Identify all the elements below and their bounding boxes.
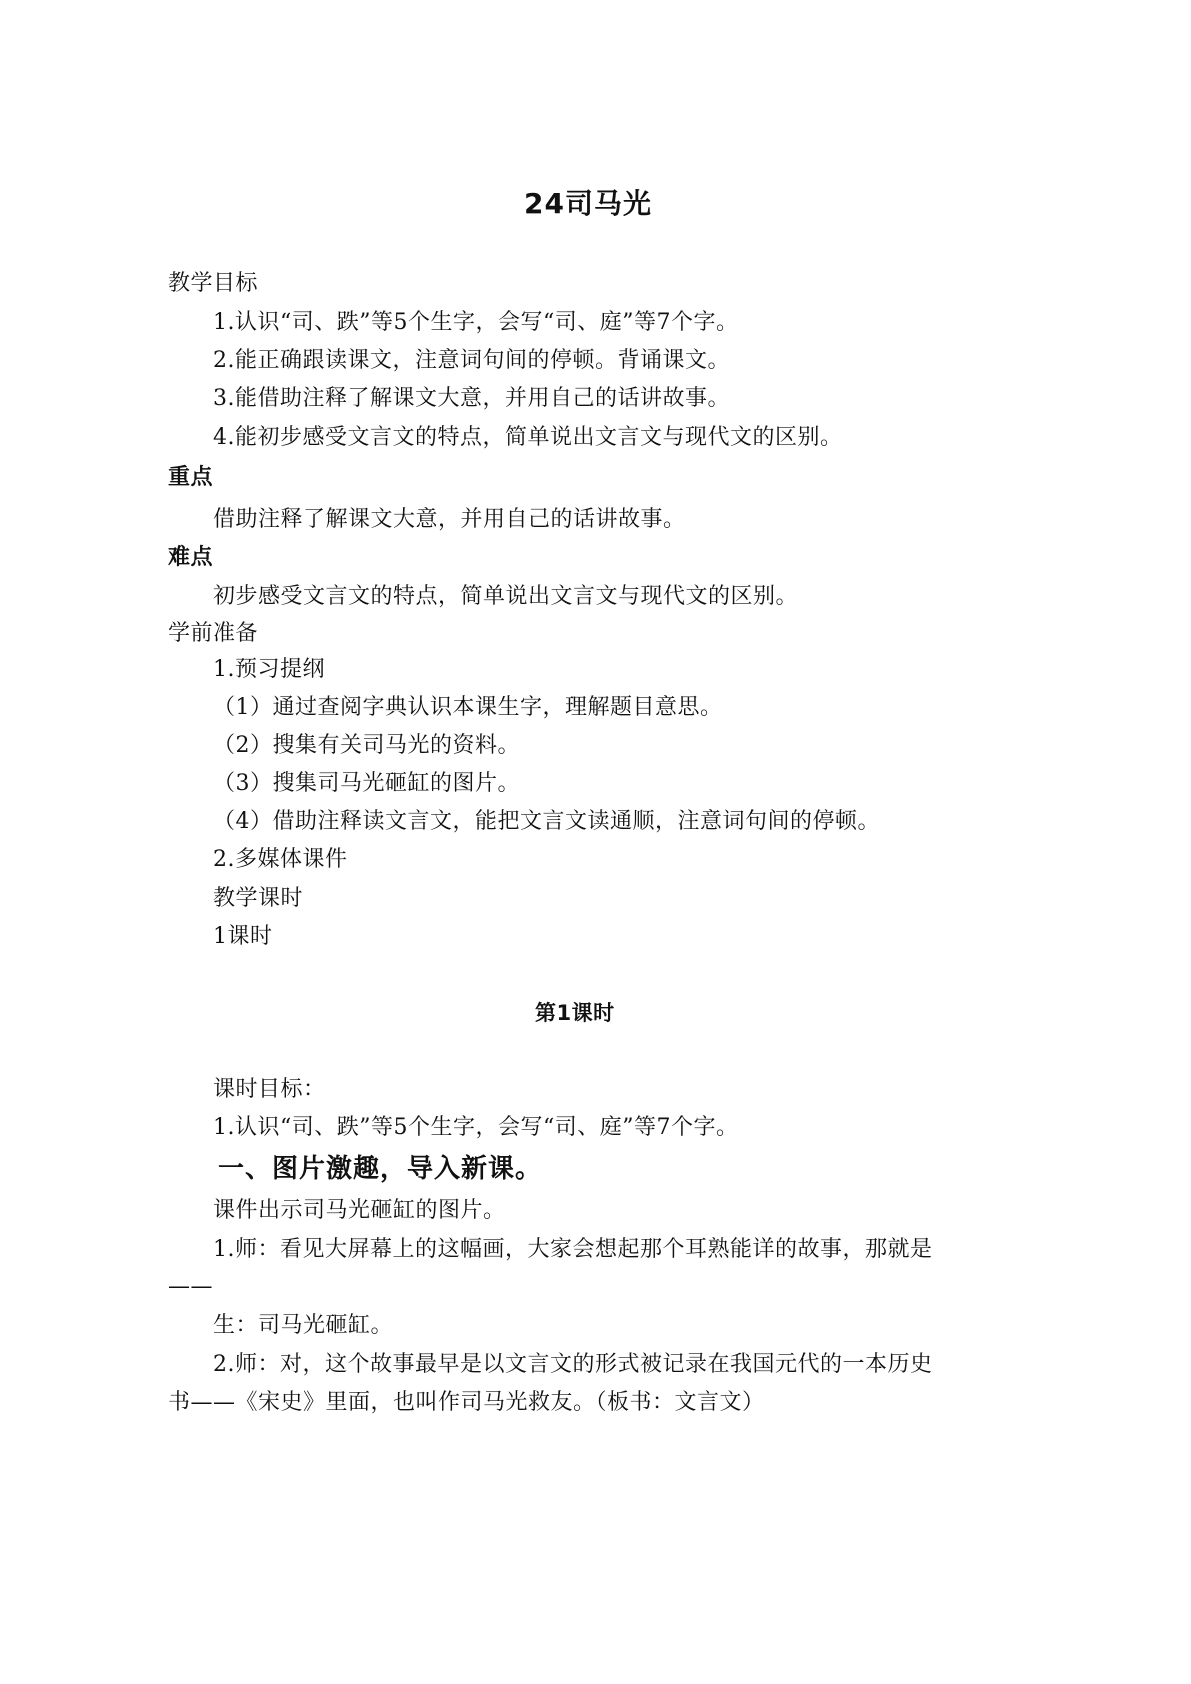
outline-item: （4）借助注释读文言文，能把文言文读通顺，注意词句间的停顿。 bbox=[213, 809, 880, 834]
preview-outline-label: 1.预习提纲 bbox=[213, 657, 325, 682]
objectives-heading: 教学目标 bbox=[168, 271, 259, 296]
teaching-hours-heading: 教学课时 bbox=[213, 886, 304, 911]
student-line: 生：司马光砸缸。 bbox=[213, 1313, 394, 1338]
teacher-line-continuation: —— bbox=[168, 1274, 213, 1299]
teacher-line: 1.师：看见大屏幕上的这幅画，大家会想起那个耳熟能详的故事，那就是 bbox=[213, 1237, 933, 1262]
lesson-goal-item: 1.认识“司、跌”等5个生字，会写“司、庭”等7个字。 bbox=[213, 1115, 739, 1140]
objective-item: 1.认识“司、跌”等5个生字，会写“司、庭”等7个字。 bbox=[213, 310, 739, 335]
key-point-text: 借助注释了解课文大意，并用自己的话讲故事。 bbox=[213, 507, 686, 532]
objective-item: 4.能初步感受文言文的特点，简单说出文言文与现代文的区别。 bbox=[213, 425, 843, 450]
outline-item: （3）搜集司马光砸缸的图片。 bbox=[213, 771, 520, 796]
preparation-heading: 学前准备 bbox=[168, 621, 259, 646]
objective-item: 2.能正确跟读课文，注意词句间的停顿。背诵课文。 bbox=[213, 348, 730, 373]
lesson-heading: 第1课时 bbox=[535, 1001, 615, 1025]
teacher-line-continuation: 书——《宋史》里面，也叫作司马光救友。（板书：文言文） bbox=[168, 1390, 765, 1415]
objective-item: 3.能借助注释了解课文大意，并用自己的话讲故事。 bbox=[213, 386, 730, 411]
outline-item: （2）搜集有关司马光的资料。 bbox=[213, 733, 520, 758]
outline-item: （1）通过查阅字典认识本课生字，理解题目意思。 bbox=[213, 695, 723, 720]
page-title: 24司马光 bbox=[524, 187, 652, 220]
lesson-goal-label: 课时目标： bbox=[213, 1077, 326, 1102]
multimedia-label: 2.多媒体课件 bbox=[213, 847, 348, 872]
key-point-heading: 重点 bbox=[168, 465, 214, 490]
teacher-line: 2.师：对，这个故事最早是以文言文的形式被记录在我国元代的一本历史 bbox=[213, 1352, 933, 1377]
difficulty-heading: 难点 bbox=[168, 545, 214, 570]
section-title: 一、图片激趣，导入新课。 bbox=[218, 1154, 543, 1184]
courseware-text: 课件出示司马光砸缸的图片。 bbox=[213, 1198, 506, 1223]
teaching-hours-value: 1课时 bbox=[213, 924, 273, 949]
difficulty-text: 初步感受文言文的特点，简单说出文言文与现代文的区别。 bbox=[213, 584, 799, 609]
